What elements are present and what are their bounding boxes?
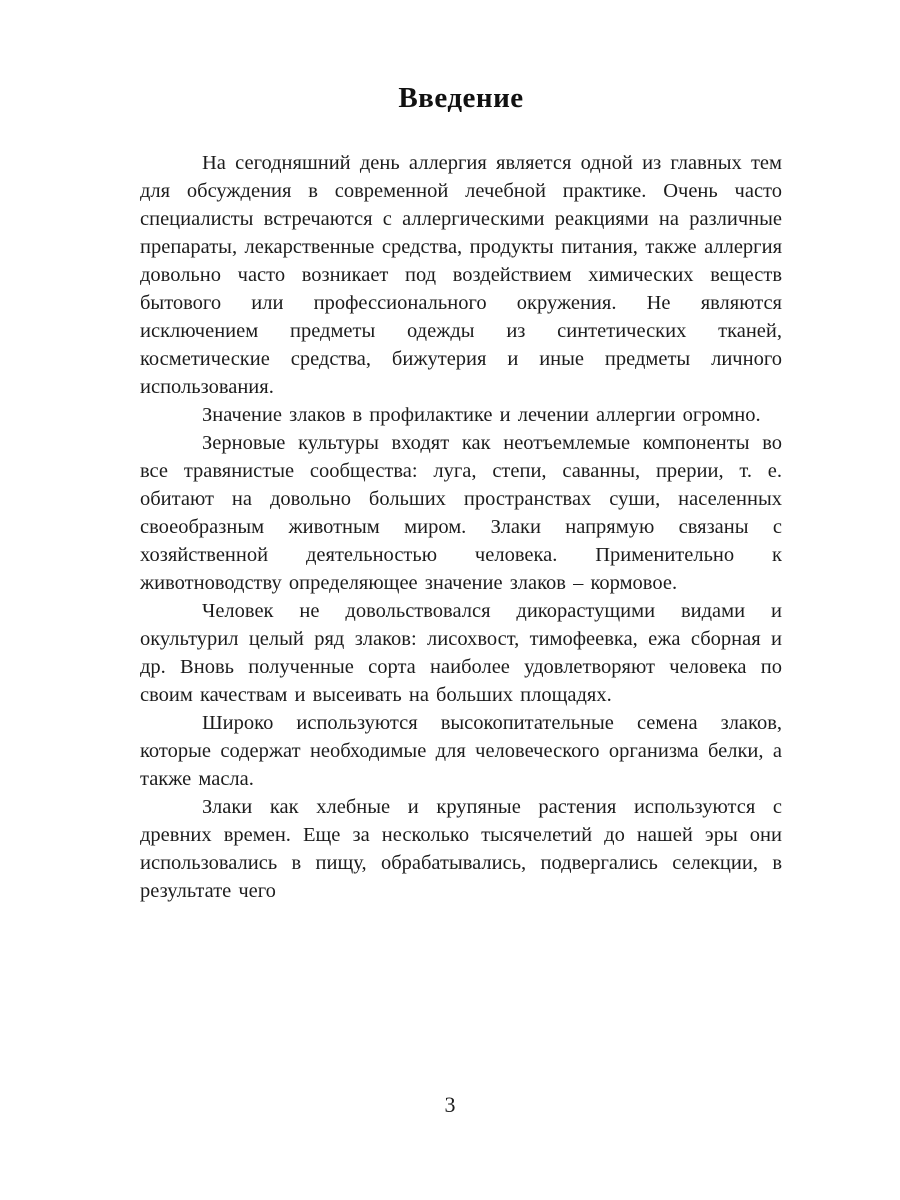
paragraph-6: Злаки как хлебные и крупяные растения используются с древних времен. Еще за несколько тысячелетий до нашей эры они использовались в пищу, обрабатывались, подвергались селекции, в результате чего (140, 796, 782, 902)
paragraph-4: Человек не довольствовался дикорастущими видами и окультурил целый ряд злаков: лисохвост, тимофеевка, ежа сборная и др. Вновь полученные сорта наиболее удовлетворяют человека по своим качествам и высеивать на больших площадях. (140, 600, 782, 706)
body-text (140, 149, 782, 905)
paragraph-2: Значение злаков в профилактике и лечении аллергии огромно. (202, 404, 761, 426)
page-content (140, 82, 782, 905)
chapter-title: Введение (398, 82, 524, 114)
paragraph-1: На сегодняшний день аллергия является одной из главных тем для обсуждения в современной лечебной практике. Очень часто специалисты встречаются с аллергическими реакциями на различные препараты, лекарственные средства, продукты питания, также аллергия довольно часто возникает под воздействием химических веществ бытового или профессионального окружения. Не являются исключением предметы одежды из синтетических тканей, косметические средства, бижутерия и иные предметы личного использования. (140, 152, 782, 398)
paragraph-3: Зерновые культуры входят как неотъемлемые компоненты во все травянистые сообщества: луга, степи, саванны, прерии, т. е. обитают на довольно больших пространствах суши, населенных своеобразным животным миром. Злаки напрямую связаны с хозяйственной деятельностью человека. Применительно к животноводству определяющее значение злаков – кормовое. (140, 432, 782, 594)
page-number: 3 (444, 1092, 456, 1117)
paragraph-5: Широко используются высокопитательные семена злаков, которые содержат необходимые для человеческого организма белки, а также масла. (140, 712, 782, 790)
